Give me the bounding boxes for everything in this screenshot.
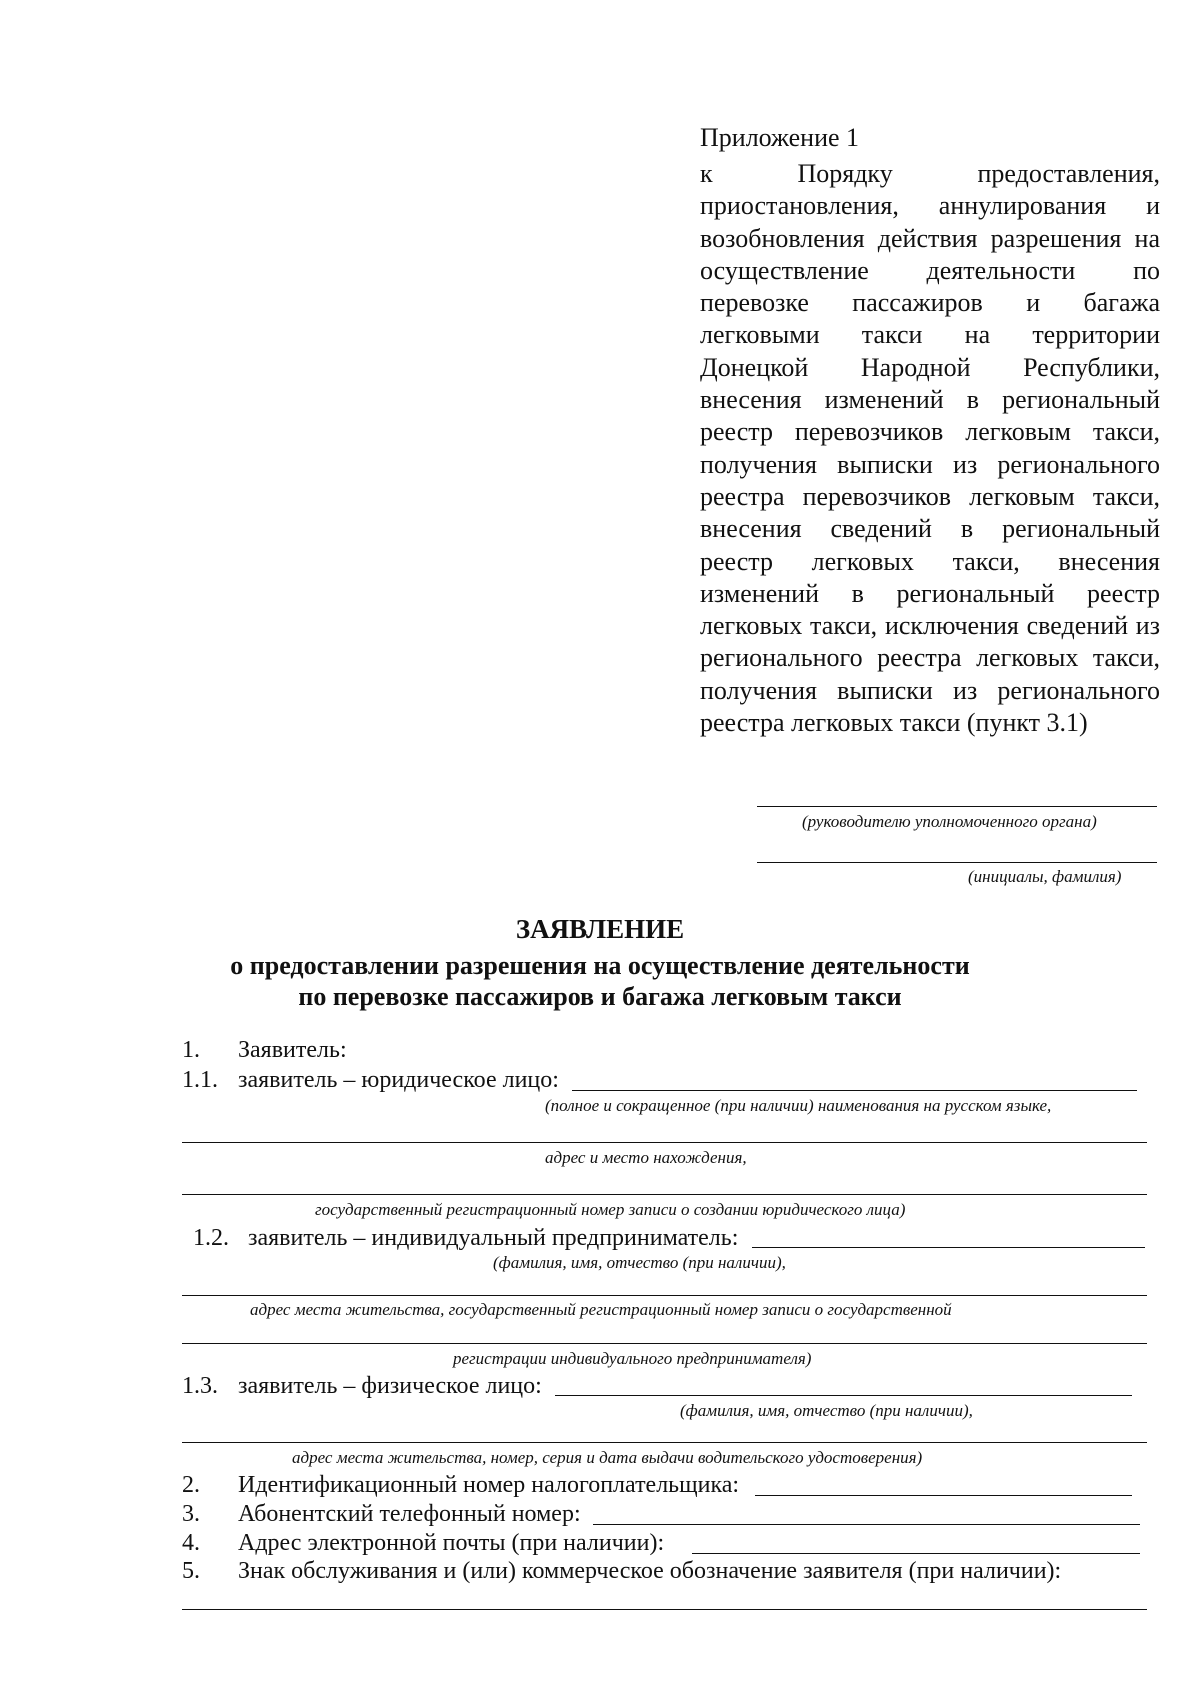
document-title: ЗАЯВЛЕНИЕ xyxy=(515,914,685,944)
addressee-caption-2: (инициалы, фамилия) xyxy=(968,867,1122,886)
item-1-3-number: 1.3. xyxy=(182,1373,218,1399)
entrepreneur-caption-3: регистрации индивидуального предпринимателя) xyxy=(453,1349,812,1368)
document-subtitle-1: о предоставлении разрешения на осуществление деятельности xyxy=(230,951,970,980)
legal-entity-field-3[interactable] xyxy=(182,1194,1147,1195)
item-1-1-number: 1.1. xyxy=(182,1067,218,1093)
item-4-label: Адрес электронной почты (при наличии): xyxy=(238,1530,665,1556)
individual-name-field[interactable] xyxy=(555,1395,1132,1396)
entrepreneur-field-3[interactable] xyxy=(182,1343,1147,1344)
legal-entity-field-2[interactable] xyxy=(182,1142,1147,1143)
item-3-number: 3. xyxy=(182,1501,200,1527)
item-5-number: 5. xyxy=(182,1558,200,1584)
service-mark-field[interactable] xyxy=(182,1609,1147,1610)
individual-caption-1: (фамилия, имя, отчество (при наличии), xyxy=(680,1401,973,1420)
entrepreneur-field-2[interactable] xyxy=(182,1295,1147,1296)
entrepreneur-caption-2: адрес места жительства, государственный регистрационный номер записи о государственной xyxy=(250,1300,952,1319)
appendix-title: Приложение 1 xyxy=(700,123,860,152)
individual-caption-2: адрес места жительства, номер, серия и дата выдачи водительского удостоверения) xyxy=(292,1448,923,1467)
addressee-line-2[interactable] xyxy=(757,862,1157,863)
item-1-number: 1. xyxy=(182,1037,200,1063)
legal-entity-caption-1: (полное и сокращенное (при наличии) наименования на русском языке, xyxy=(545,1096,1052,1115)
item-4-number: 4. xyxy=(182,1530,200,1556)
item-1-3-label: заявитель – физическое лицо: xyxy=(238,1373,542,1399)
addressee-caption-1: (руководителю уполномоченного органа) xyxy=(802,812,1097,831)
item-2-number: 2. xyxy=(182,1472,200,1498)
item-1-label: Заявитель: xyxy=(238,1037,347,1063)
individual-field-2[interactable] xyxy=(182,1442,1147,1443)
entrepreneur-caption-1: (фамилия, имя, отчество (при наличии), xyxy=(493,1253,786,1272)
item-1-2-label: заявитель – индивидуальный предприниматель: xyxy=(248,1225,739,1251)
item-3-label: Абонентский телефонный номер: xyxy=(238,1501,581,1527)
legal-entity-name-field[interactable] xyxy=(572,1090,1137,1091)
legal-entity-caption-3: государственный регистрационный номер записи о создании юридического лица) xyxy=(315,1200,906,1219)
legal-entity-caption-2: адрес и место нахождения, xyxy=(545,1148,747,1167)
taxpayer-id-field[interactable] xyxy=(755,1495,1132,1496)
item-5-label: Знак обслуживания и (или) коммерческое обозначение заявителя (при наличии): xyxy=(238,1558,1062,1584)
document-subtitle-2: по перевозке пассажиров и багажа легковым такси xyxy=(298,982,902,1011)
item-1-1-label: заявитель – юридическое лицо: xyxy=(238,1067,559,1093)
item-2-label: Идентификационный номер налогоплательщика: xyxy=(238,1472,740,1498)
email-field[interactable] xyxy=(692,1553,1140,1554)
addressee-line-1[interactable] xyxy=(757,806,1157,807)
entrepreneur-name-field[interactable] xyxy=(752,1247,1145,1248)
item-1-2-number: 1.2. xyxy=(193,1225,229,1251)
appendix-body: к Порядку предоставления, приостановления, аннулирования и возобновления действия разрешения на осуществление деятельности по перевозке пассажиров и багажа легковыми такси на территории Донецкой Народной Республики, внесения изменений в региональный реестр перевозчиков легковым такси, получения выписки из регионального реестра перевозчиков легковым такси, внесения сведений в региональный реестр легковых такси, внесения изменений в региональный реестр легковых такси, исключения сведений из регионального реестра легковых такси, получения выписки из регионального реестра легковых такси (пункт 3.1) xyxy=(700,159,1160,738)
phone-number-field[interactable] xyxy=(593,1524,1140,1525)
